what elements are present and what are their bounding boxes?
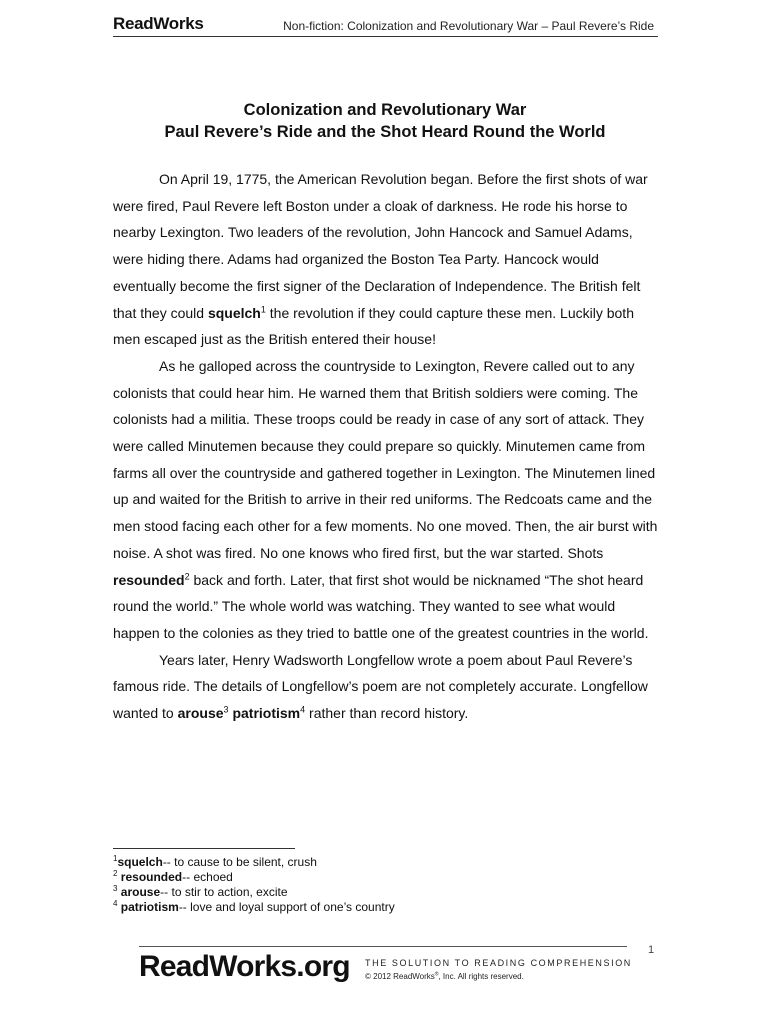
paragraph-3-text-a: Years later, Henry Wadsworth Longfellow wrote a poem about Paul Revere’s famous ride. The details of Longfellow’s poem are not completely accurate. Longfellow wanted to (113, 651, 648, 722)
paragraph-2 (113, 353, 658, 647)
footnote-1 (113, 855, 395, 870)
paragraph-2-text-a: As he galloped across the countryside to Lexington, Revere called out to any colonists that could hear him. He warned them that British soldiers were coming. The colonists had a militia. These troops could be ready in case of any sort of attack. They were called Minutemen because they could prepare so quickly. Minutemen came from farms all over the countryside and gathered together in Lexington. The Minutemen lined up and waited for the British to arrive in their red uniforms. The Redcoats came and the men stood facing each other for a few moments. No one moved. Then, the air burst with noise. A shot was fired. No one knows who fired first, but the war started. Shots (113, 357, 658, 561)
paragraph-1 (113, 166, 658, 353)
footnote-term: patriotism (120, 900, 179, 914)
footer-logo: ReadWorks.org (139, 950, 350, 983)
footnote-ref-4: 4 (300, 704, 306, 715)
footer-copyright (365, 972, 524, 981)
footnote-ref-2: 2 (184, 570, 190, 581)
vocab-term-squelch: squelch (207, 304, 261, 321)
footnote-ref-1: 1 (260, 303, 266, 314)
paragraph-3 (113, 647, 658, 727)
vocab-term-arouse: arouse (177, 705, 224, 722)
footnotes (113, 855, 395, 915)
footnote-definition: -- love and loyal support of one’s country (178, 900, 395, 914)
title-line-1: Colonization and Revolutionary War (243, 101, 527, 119)
footnote-divider (113, 848, 295, 849)
paragraph-1-text-b: the revolution if they could capture these men. Luckily both men escaped just as the British entered their house! (113, 304, 634, 348)
footnote-number: 4 (113, 899, 118, 908)
footer-tagline: THE SOLUTION TO READING COMPREHENSION (365, 958, 632, 968)
footnote-definition: -- to stir to action, excite (160, 885, 288, 899)
vocab-term-resounded: resounded (113, 571, 185, 588)
page-number: 1 (648, 944, 655, 956)
title-line-2: Paul Revere’s Ride and the Shot Heard Round the World (164, 123, 606, 141)
footnote-2 (113, 870, 395, 885)
footnote-ref-3: 3 (223, 704, 229, 715)
header-divider (113, 36, 658, 37)
header-logo: ReadWorks (113, 14, 204, 33)
footnote-term: squelch (117, 855, 163, 869)
copyright-text-b: , Inc. All rights reserved. (438, 972, 524, 981)
paragraph-1-text-a: On April 19, 1775, the American Revolution began. Before the first shots of war were fired, Paul Revere left Boston under a cloak of darkness. He rode his horse to nearby Lexington. Two leaders of the revolution, John Hancock and Samuel Adams, were hiding there. Adams had organized the Boston Tea Party. Hancock would eventually become the first signer of the Declaration of Independence. The British felt that they could (113, 171, 648, 321)
footnote-number: 3 (113, 884, 118, 893)
footnote-3 (113, 885, 395, 900)
vocab-term-patriotism: patriotism (232, 705, 301, 722)
footer-divider (139, 946, 627, 947)
footnote-definition: -- echoed (182, 870, 233, 884)
footnote-definition: -- to cause to be silent, crush (162, 855, 317, 869)
footnote-term: arouse (120, 885, 161, 899)
copyright-text-a: © 2012 ReadWorks (365, 972, 435, 981)
document-title (0, 99, 770, 143)
footnote-term: resounded (120, 870, 183, 884)
article-body (113, 166, 658, 727)
footnote-number: 1 (113, 854, 118, 863)
header-title: Non-fiction: Colonization and Revolutionary War – Paul Revere’s Ride (283, 19, 654, 33)
registered-mark: ® (434, 971, 439, 978)
paragraph-3-text-b: rather than record history. (305, 705, 469, 722)
footnote-number: 2 (113, 869, 118, 878)
footnote-4 (113, 900, 395, 915)
paragraph-2-text-b: back and forth. Later, that first shot would be nicknamed “The shot heard round the world.” The whole world was watching. They wanted to see what would happen to the colonies as they tried to battle one of the greatest countries in the world. (113, 571, 649, 641)
